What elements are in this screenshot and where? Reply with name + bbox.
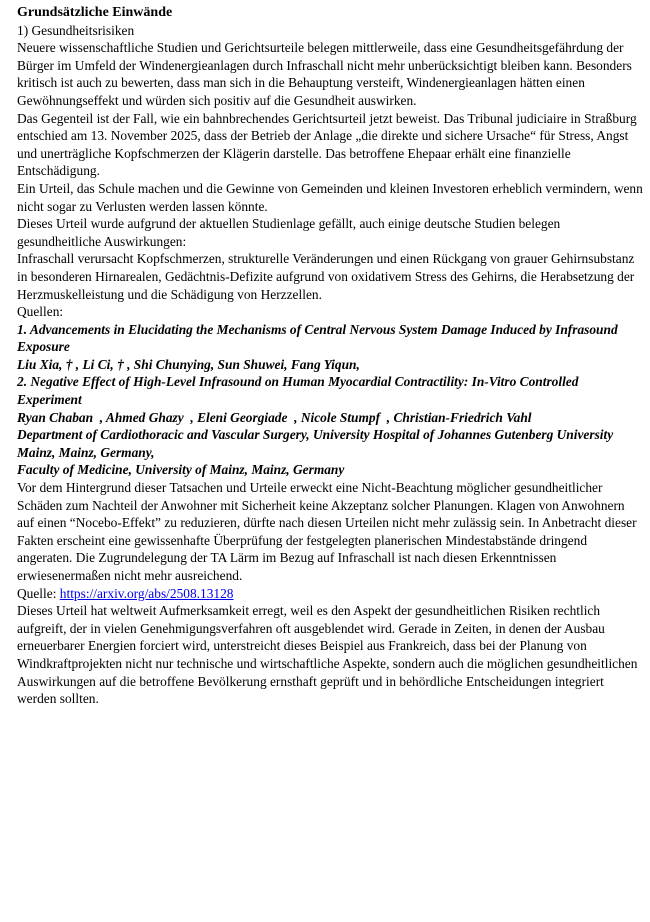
source-1-authors: Liu Xia, † , Li Ci, † , Shi Chunying, Sun Shuwei, Fang Yiqun, — [17, 356, 360, 372]
source-2-affiliation-2: Faculty of Medicine, University of Mainz, Mainz, Germany — [17, 462, 345, 478]
source-link-line — [17, 585, 644, 603]
source-2-title: 2. Negative Effect of High-Level Infrasound on Human Myocardial Contractility: In-Vitro Controlled Experiment — [17, 374, 579, 408]
paragraph-global-attention: Dieses Urteil hat weltweit Aufmerksamkeit erregt, weil es den Aspekt der gesundheitlichen Risiken rechtlich aufgreift, der in vielen Genehmigungsverfahren oft ausgeblendet wird. Gerade in Zeiten, in denen der Ausbau erneuerbarer Energien forciert wird, unterstreicht dieses Beispiel aus Frankreich, dass bei der Planung von Windkraftprojekten nicht nur technische und wirtschaftliche Aspekte, sondern auch die möglichen gesundheitlichen Auswirkungen auf die betroffene Bevölkerung ernsthaft geprüft und in behördliche Entscheidungen integriert werden sollten. — [17, 603, 638, 707]
source-2-authors: Ryan Chaban , Ahmed Ghazy , Eleni Georgiade , Nicole Stumpf , Christian-Friedrich Vahl — [17, 409, 532, 425]
paragraph-conclusion: Vor dem Hintergrund dieser Tatsachen und Urteile erweckt eine Nicht-Beachtung möglicher gesundheitlicher Schäden zum Nachteil der Anwohner mit Sicherheit keine Akzeptanz solcher Planungen. Klagen von Anwohnern auf einen “Nocebo-Effekt” zu reduzieren, dürfte nach diesen Urteilen nicht mehr zulässig sein. In Anbetracht dieser Fakten erscheint eine gewissenhafte Überprüfung der festgelegten planerischen Mindestabstände dringend angeraten. Die Zugrundelegung der TA Lärm im Bezug auf Infraschall ist nach diesen Erkenntnissen erwiesenermaßen nicht mehr ausreichend. — [17, 480, 637, 583]
sources-heading: Quellen: — [17, 304, 64, 320]
source-2-affiliation-1: Department of Cardiothoracic and Vascular Surgery, University Hospital of Johannes Gutenberg University Mainz, Mainz, Germany, — [17, 427, 614, 460]
arxiv-link[interactable]: https://arxiv.org/abs/2508.13128 — [59, 585, 234, 601]
paragraph-infrasound-effects: Infraschall verursacht Kopfschmerzen, strukturelle Veränderungen und einen Rückgang von grauer Gehirnsubstanz in besonderen Hirnarealen, Gedächtnis-Defizite aufgrund von oxidativem Stress des Gehirns, die Herabsetzung der Herzmuskelleistung und die Schädigung von Herzzellen. — [17, 251, 635, 302]
source-1-title: 1. Advancements in Elucidating the Mechanisms of Central Nervous System Damage Induced by Infrasound Exposure — [17, 321, 618, 355]
paragraph-court-ruling: Das Gegenteil ist der Fall, wie ein bahnbrechendes Gerichtsurteil jetzt beweist. Das Tribunal judiciaire in Straßburg entschied am 13. November 2025, dass der Betrieb der Anlage „die direkte und sichere Ursache“ für Stress, Angst und unerträgliche Kopfschmerzen der Klägerin darstelle. Das betroffene Ehepaar erhält eine finanzielle Entschädigung. — [17, 110, 637, 179]
paragraph-study-basis: Dieses Urteil wurde aufgrund der aktuellen Studienlage gefällt, auch einige deutsche Studien belegen gesundheitliche Auswirkungen: — [17, 216, 561, 249]
paragraph-precedent: Ein Urteil, das Schule machen und die Gewinne von Gemeinden und kleinen Investoren erheblich vermindern, wenn nicht sogar zu Verlusten werden lassen könnte. — [17, 180, 643, 214]
document-title: Grundsätzliche Einwände — [17, 5, 173, 20]
section-heading: 1) Gesundheitsrisiken — [17, 22, 135, 38]
paragraph-studies: Neuere wissenschaftliche Studien und Gerichtsurteile belegen mittlerweile, dass eine Gesundheitsgefährdung der Bürger im Umfeld der Windenergieanlagen durch Infraschall nicht mehr unberücksichtigt bleiben kann. Besonders kritisch ist auch zu bewerten, dass man sich in die Behauptung versteift, Windenergieanlagen hätten einen Gewöhnungseffekt und würden sich positiv auf die Gesundheit auswirken. — [17, 40, 632, 108]
source-link-label: Quelle: — [17, 585, 57, 601]
